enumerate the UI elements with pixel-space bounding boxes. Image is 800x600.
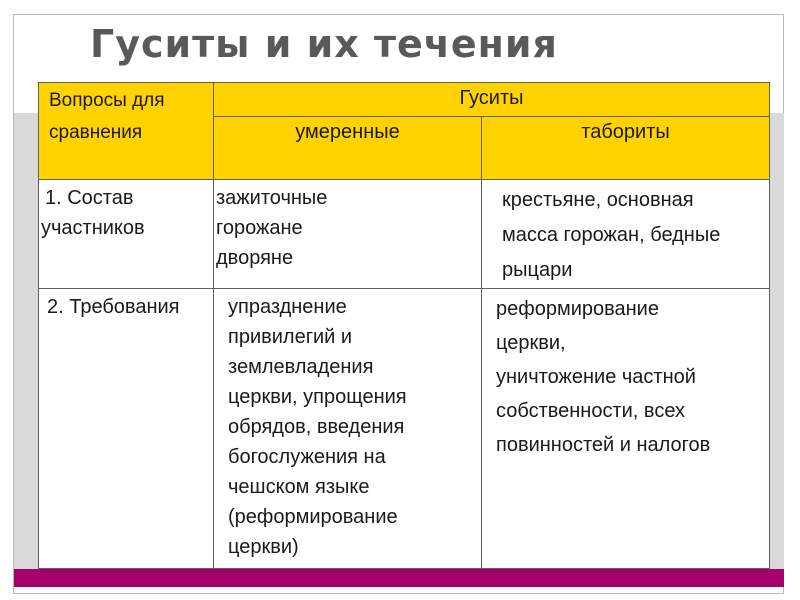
comparison-table xyxy=(38,82,770,569)
header-moderates-cell xyxy=(214,117,482,180)
header-hussites-label: Гуситы xyxy=(459,87,524,109)
header-questions-label: Вопросы для сравнения xyxy=(49,90,165,143)
header-taborites-label: табориты xyxy=(581,121,670,143)
row2-moderates-cell xyxy=(214,289,482,569)
row2-taborites: реформирование церкви, уничтожение частной собственности, всех повинностей и налогов xyxy=(496,298,711,456)
header-hussites-cell xyxy=(214,83,770,117)
footer-band xyxy=(14,569,784,587)
header-moderates-label: умеренные xyxy=(295,121,400,143)
row2-question: 2. Требования xyxy=(47,296,180,318)
row1-question-cell xyxy=(39,180,214,289)
row2-moderates: упразднение привилегий и землевладения церкви, упрощения обрядов, введения богослужения на чешском языке (реформирование церкви) xyxy=(228,296,407,558)
row1-question: 1. Состав участников xyxy=(41,187,145,239)
row1-taborites: крестьяне, основная масса горожан, бедные рыцари xyxy=(502,189,721,281)
slide-title: Гуситы и их течения xyxy=(90,22,558,66)
row1-moderates-cell xyxy=(214,180,482,289)
header-questions-cell xyxy=(39,83,214,180)
row2-taborites-cell xyxy=(482,289,770,569)
right-gray-margin xyxy=(769,113,784,569)
row2-question-cell xyxy=(39,289,214,569)
row1-taborites-cell xyxy=(482,180,770,289)
row1-moderates: зажиточные горожане дворяне xyxy=(216,187,328,269)
left-gray-margin xyxy=(14,113,38,569)
table-row xyxy=(39,289,770,569)
header-taborites-cell xyxy=(482,117,770,180)
table-row xyxy=(39,180,770,289)
